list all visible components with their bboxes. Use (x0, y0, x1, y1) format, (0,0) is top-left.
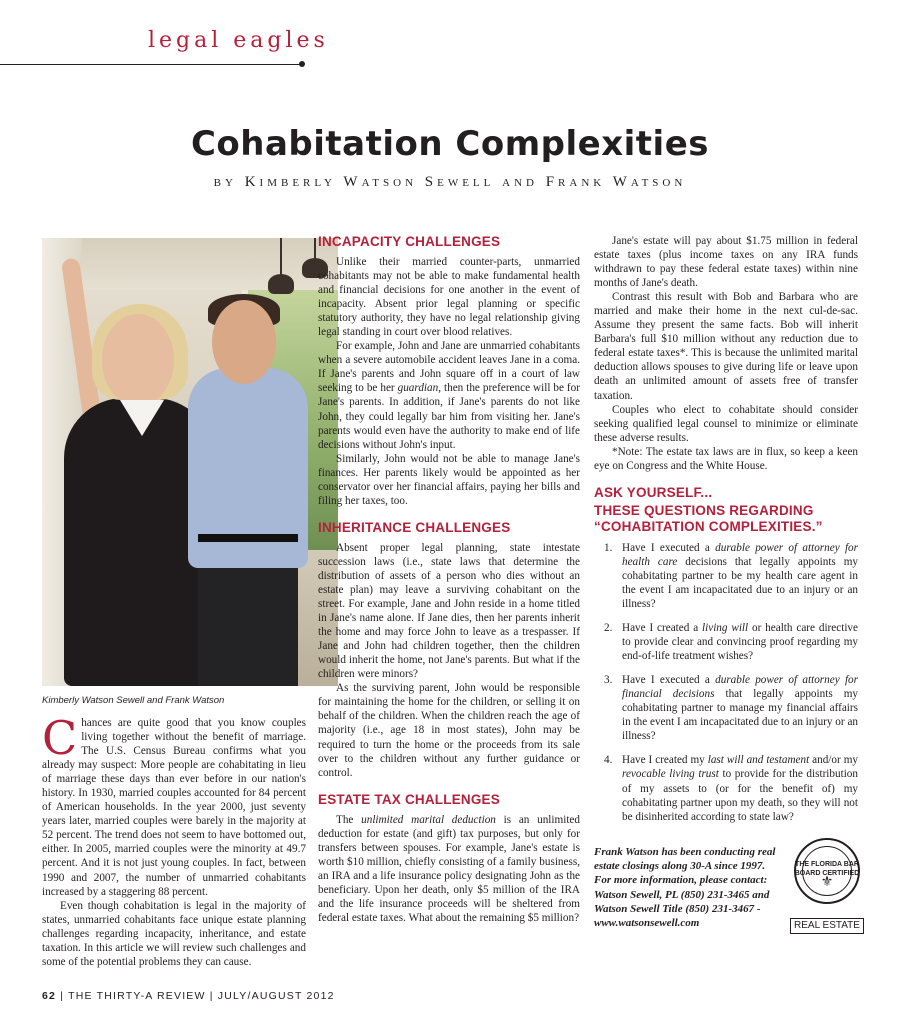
heading-estate-tax: ESTATE TAX CHALLENGES (318, 791, 500, 807)
page-number: 62 (42, 990, 57, 1002)
badge-label: REAL ESTATE (790, 918, 864, 934)
inheritance-paragraph-2: As the surviving parent, John would be responsible for maintaining the home for the children, or selling it on behalf of the children. When the children reach the age of majority (i.e., age 18 in most states), John may be required to turn the home or the proceeds from its sale over to the children without any further guidance or control. (318, 682, 580, 779)
heading-ask-yourself: ASK YOURSELF... (594, 484, 713, 500)
incapacity-paragraph-2: For example, John and Jane are unmarried cohabitants when a severe automobile accident leaves Jane in a coma. If Jane's parents and John square off in a court of law seeking to be her guardian, then the preference will be for Jane's parents. In addition, if Jane's parents do not like John, they could legally bar him from visiting her. Jane's parents would even have the authority to make end of life decisions without John's input. (318, 340, 580, 451)
list-item: 3. Have I executed a durable power of attorney for financial decisions that legally appoints my cohabitating partner to manage my financial affairs in the event I am incapacitated due to an injury or an illness? (604, 674, 859, 743)
incapacity-paragraph-1: Unlike their married counter-parts, unmarried cohabitants may not be able to make fundamental health and financial decisions for one another in the event of incapacity. Absent prior legal planning or specific statutory authority, they have no legal relationship giving legal standing in court over blood relatives. (318, 256, 580, 339)
fleur-icon: ⚜ (820, 875, 834, 890)
estate-tax-note: *Note: The estate tax laws are in flux, so keep a keen eye on Congress and the White House. (594, 445, 858, 472)
question-list (594, 541, 858, 824)
heading-questions: THESE QUESTIONS REGARDING “COHABITATION COMPLEXITIES.” (594, 502, 823, 534)
column-1 (42, 711, 306, 969)
estate-tax-paragraph-3: Contrast this result with Bob and Barbara who are married and make their home in the next cul-de-sac. Assume they present the same facts. Bob will inherit Barbara's full $10 million without any reduction due to federal estate taxes*. This is because the unlimited marital deduction allows spouses to give during life or leave upon death an unlimited amount of assets free of transfer taxation. (594, 291, 858, 402)
inheritance-paragraph-1: Absent proper legal planning, state intestate succession laws (i.e., state laws that determine the distribution of assets of a person who dies without an estate plan) may leave a surviving cohabitant on the street. For example, Jane and John reside in a home titled in Jane's name alone. If Jane dies, then her parents inherit the home and may force John to leave as a trespasser. If Jane and John had children together, then the children would inherit the home, not Jane's parents. But what if the children were minors? (318, 541, 580, 681)
section-rule-dot (299, 61, 305, 67)
intro-paragraph-2: Even though cohabitation is legal in the majority of states, unmarried cohabitants face unique estate planning challenges regarding incapacity, inheritance, and estate taxation. In this article we will review such challenges and some of the potential problems they can cause. (42, 899, 306, 968)
seal-text: THE FLORIDA BAR BOARD CERTIFIED (794, 861, 860, 877)
estate-tax-paragraph-1: The unlimited marital deduction is an unlimited deduction for estate (and gift) tax purposes, but only for transfers between spouses. For example, Jane's estate is worth $10 million, chiefly consisting of a family business, an IRA and a life insurance policy designating John as the beneficiary. Upon her death, only $5 million of the IRA and the life insurance proceeds will be sheltered from federal estate taxes. What about the remaining $5 million? (318, 813, 580, 924)
section-tag: legal eagles (148, 28, 329, 53)
column-2 (318, 234, 580, 925)
article-byline: by Kimberly Watson Sewell and Frank Watson (213, 174, 687, 190)
drop-cap: C (42, 711, 78, 765)
list-item: 2. Have I created a living will or health care directive to provide clear and convincing proof regarding my end-of-life treatment wishes? (604, 622, 858, 663)
list-item: 4. Have I created my last will and testament and/or my revocable living trust to provide for the distribution of my assets to (or for the benefit of) my cohabitating partner upon my death, so they will not be disinherited according to state law? (604, 754, 858, 823)
list-item: 1. Have I executed a durable power of attorney for health care decisions that legally appoints my cohabitating partner to be my health care agent in the event I am incapacitated due to an injury or an illness? (604, 541, 859, 610)
article-title: Cohabitation Complexities (190, 124, 710, 164)
issue-date: JULY/AUGUST 2012 (217, 990, 335, 1002)
publication-name: THE THIRTY-A REVIEW (68, 990, 206, 1002)
photo-caption: Kimberly Watson Sewell and Frank Watson (42, 695, 225, 706)
heading-inheritance: INHERITANCE CHALLENGES (318, 519, 511, 535)
incapacity-paragraph-3: Similarly, John would not be able to manage Jane's finances. Her parents likely would be appointed as her conservator over her financial affairs, paying her bills and filing her taxes, too. (318, 452, 580, 507)
page-footer: 62 | THE THIRTY-A REVIEW | JULY/AUGUST 2012 (42, 990, 335, 1002)
florida-bar-badge (790, 838, 864, 938)
author-photo (42, 238, 338, 686)
estate-tax-paragraph-2: Jane's estate will pay about $1.75 million in federal estate taxes (plus income taxes on any IRA funds withdrawn to pay these federal estate taxes) within nine months of Jane's death. (594, 235, 858, 290)
estate-tax-paragraph-4: Couples who elect to cohabitate should consider seeking qualified legal counsel to minimize or eliminate these adverse results. (594, 403, 858, 444)
column-3 (594, 234, 858, 834)
heading-incapacity: INCAPACITY CHALLENGES (318, 234, 501, 249)
section-rule (0, 64, 302, 65)
author-bio: Frank Watson has been conducting real estate closings along 30-A since 1997. For more information, please contact: Watson Sewell, PL (850) 231-3465 and Watson Sewell Title (850) 231-3467 - www.watsonsewell.com (594, 846, 776, 930)
intro-paragraph: Chances are quite good that you know couples living together without the benefit of marriage. The U.S. Census Bureau confirms what you already may suspect: More people are cohabitating in lieu of marriage these days than ever before in our nation's history. In 1930, married couples accounted for 84 percent of American households. In the year 2000, just seventy years later, married couples were barely in the majority at 52 percent. The trend does not seem to have bottomed out, either. In 2005, married couples were the minority at 49.7 percent. And it is not just young couples. In fact, between 1990 and 2007, the number of unmarried cohabitants increased by a staggering 88 percent. (42, 711, 306, 898)
